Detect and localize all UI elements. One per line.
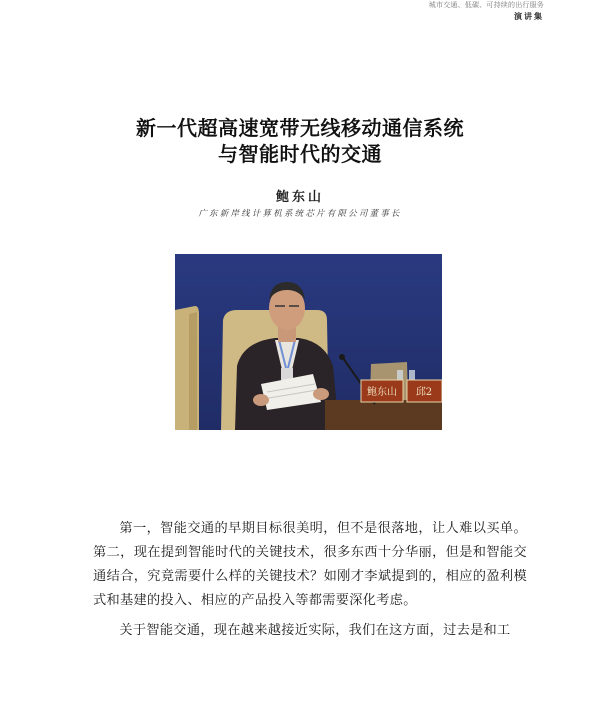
title-line-1: 新一代超高速宽带无线移动通信系统 (136, 116, 464, 140)
section-label: 演讲集 (514, 12, 544, 21)
author-name: 鲍东山 (275, 190, 324, 205)
author-affiliation: 广东新岸线计算机系统芯片有限公司董事长 (198, 209, 402, 219)
nameplate-speaker: 鲍东山 (367, 387, 397, 398)
title-line-2: 与智能时代的交通 (218, 142, 382, 166)
series-title: 城市交通、低碳、可持续的出行服务 (428, 1, 544, 9)
speaker-photo-illustration (175, 254, 442, 430)
article-body (93, 517, 527, 649)
running-header (429, 0, 544, 22)
body-paragraph: 第一，智能交通的早期目标很美明，但不是很落地，让人难以买单。第二，现在提到智能时代的关键技术，很多东西十分华丽，但是和智能交通结合，究竟需要什么样的关键技术？如刚才李斌提到的，相应的盈利模式和基建的投入、相应的产品投入等都需要深化考虑。 (93, 521, 527, 608)
speaker-photo (175, 254, 442, 430)
article-title (0, 115, 600, 167)
body-paragraph: 关于智能交通，现在越来越接近实际，我们在这方面，过去是和工 (119, 623, 511, 638)
nameplate-neighbor: 邱2 (415, 387, 433, 398)
